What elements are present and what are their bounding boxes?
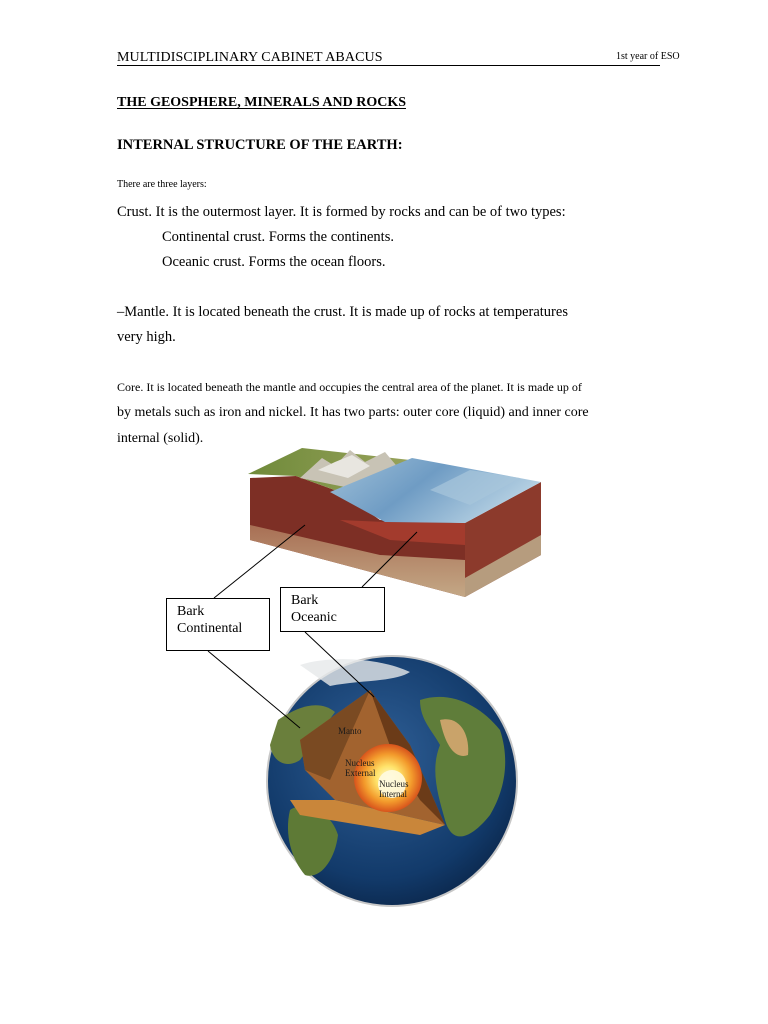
core-paragraph-line1: Core. It is located beneath the mantle and occupies the central area of the planet. It is made up of bbox=[117, 380, 582, 394]
oceanic-label-line2: Oceanic bbox=[291, 610, 337, 625]
mantle-paragraph-line1: –Mantle. It is located beneath the crust. It is made up of rocks at temperatures bbox=[117, 304, 568, 320]
oceanic-label-line1: Bark bbox=[291, 593, 319, 608]
inner-core-label bbox=[379, 779, 409, 799]
core-paragraph-line2: by metals such as iron and nickel. It has two parts: outer core (liquid) and inner core bbox=[117, 405, 589, 420]
continental-label-line2: Continental bbox=[177, 621, 243, 636]
outer-core-label bbox=[345, 758, 376, 778]
mantle-label: Manto bbox=[338, 726, 362, 736]
mantle-paragraph-line2: very high. bbox=[117, 329, 176, 345]
document-header-grade: 1st year of ESO bbox=[616, 51, 680, 62]
oceanic-crust-item: Oceanic crust. Forms the ocean floors. bbox=[162, 254, 386, 270]
subsection-title: INTERNAL STRUCTURE OF THE EARTH: bbox=[117, 137, 403, 153]
crust-paragraph: Crust. It is the outermost layer. It is formed by rocks and can be of two types: bbox=[117, 204, 566, 220]
core-paragraph-line3: internal (solid). bbox=[117, 431, 204, 446]
inner-core-label-line1: Nucleus bbox=[379, 779, 409, 789]
inner-core-label-line2: Internal bbox=[379, 789, 407, 799]
intro-text: There are three layers: bbox=[117, 179, 207, 190]
crust-block-diagram bbox=[248, 448, 541, 597]
outer-core-label-line2: External bbox=[345, 768, 376, 778]
continental-label-line1: Bark bbox=[177, 604, 205, 619]
continental-crust-label bbox=[166, 598, 270, 651]
section-title: THE GEOSPHERE, MINERALS AND ROCKS bbox=[117, 95, 406, 110]
continental-crust-item: Continental crust. Forms the continents. bbox=[162, 229, 394, 245]
document-header-title: MULTIDISCIPLINARY CABINET ABACUS bbox=[117, 50, 383, 65]
outer-core-label-line1: Nucleus bbox=[345, 758, 375, 768]
oceanic-crust-label bbox=[280, 587, 385, 632]
